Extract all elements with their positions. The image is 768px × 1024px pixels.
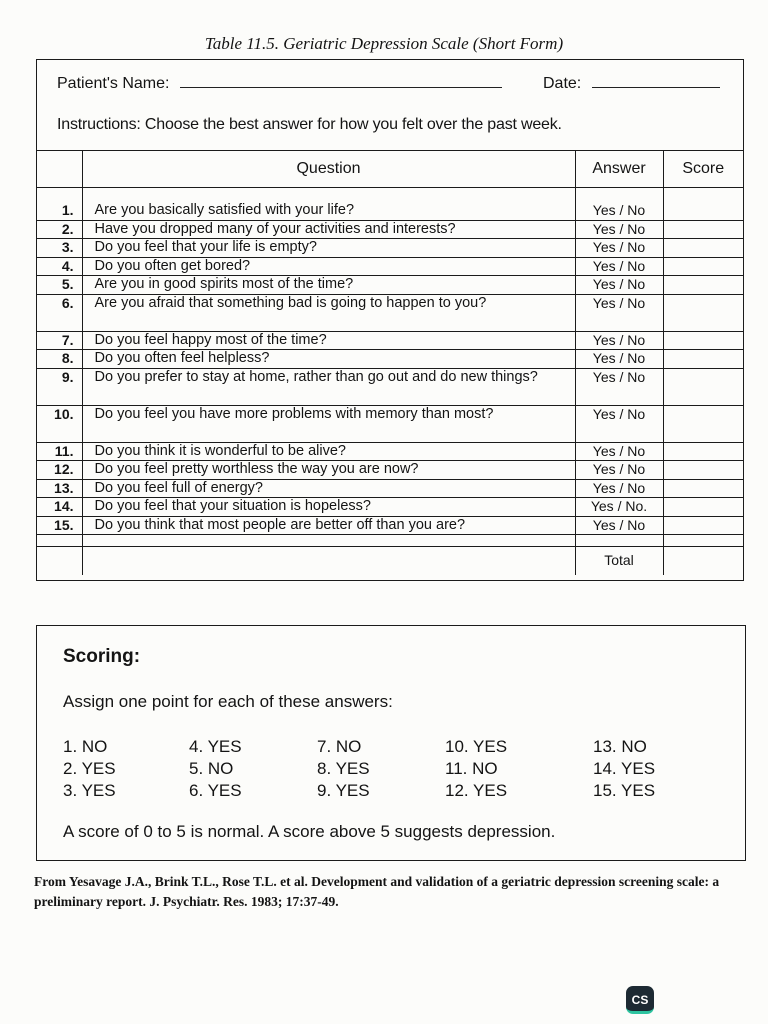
answer-choice[interactable]: Yes / No. bbox=[575, 498, 663, 517]
question-table bbox=[37, 151, 743, 575]
score-cell[interactable] bbox=[663, 516, 743, 535]
question-number: 4. bbox=[37, 257, 82, 276]
scoring-item: 9. YES bbox=[317, 781, 370, 800]
question-text: Do you feel that your life is empty? bbox=[82, 239, 575, 258]
answer-choice[interactable]: Yes / No bbox=[575, 405, 663, 442]
question-text: Are you basically satisfied with your life? bbox=[82, 188, 575, 221]
question-number: 12. bbox=[37, 461, 82, 480]
number-header bbox=[37, 151, 82, 188]
score-cell[interactable] bbox=[663, 405, 743, 442]
question-number: 5. bbox=[37, 276, 82, 295]
answer-choice[interactable]: Yes / No bbox=[575, 239, 663, 258]
score-cell[interactable] bbox=[663, 350, 743, 369]
score-cell[interactable] bbox=[663, 368, 743, 405]
scoring-item: 13. NO bbox=[593, 737, 647, 756]
score-cell[interactable] bbox=[663, 461, 743, 480]
question-text: Do you prefer to stay at home, rather than go out and do new things? bbox=[82, 368, 575, 405]
question-row bbox=[37, 516, 743, 535]
question-text: Are you afraid that something bad is going to happen to you? bbox=[82, 294, 575, 331]
question-text: Do you feel happy most of the time? bbox=[82, 331, 575, 350]
score-cell[interactable] bbox=[663, 294, 743, 331]
question-number: 10. bbox=[37, 405, 82, 442]
question-row bbox=[37, 368, 743, 405]
question-row bbox=[37, 220, 743, 239]
question-text: Do you feel full of energy? bbox=[82, 479, 575, 498]
score-cell[interactable] bbox=[663, 331, 743, 350]
date-row bbox=[543, 75, 720, 93]
question-number: 8. bbox=[37, 350, 82, 369]
scoring-item: 6. YES bbox=[189, 781, 242, 800]
source-citation: From Yesavage J.A., Brink T.L., Rose T.L. et al. Development and validation of a geriatric depression screening scale: a preliminary report. J. Psychiatr. Res. 1983; 17:37-49. bbox=[34, 874, 720, 909]
scoring-column-2 bbox=[189, 736, 242, 802]
question-row bbox=[37, 350, 743, 369]
answer-choice[interactable]: Yes / No bbox=[575, 350, 663, 369]
question-row bbox=[37, 188, 743, 221]
question-text: Do you think it is wonderful to be alive? bbox=[82, 442, 575, 461]
question-number: 9. bbox=[37, 368, 82, 405]
spacer-cell bbox=[37, 535, 82, 547]
question-row bbox=[37, 257, 743, 276]
scoring-item: 12. YES bbox=[445, 781, 508, 800]
form-header bbox=[37, 60, 743, 151]
answer-choice[interactable]: Yes / No bbox=[575, 461, 663, 480]
score-cell[interactable] bbox=[663, 257, 743, 276]
question-row bbox=[37, 498, 743, 517]
table-title: Table 11.5. Geriatric Depression Scale (Short Form) bbox=[204, 34, 564, 53]
question-row bbox=[37, 239, 743, 258]
score-header: Score bbox=[663, 151, 743, 188]
scoring-item: 4. YES bbox=[189, 737, 242, 756]
scoring-column-5 bbox=[593, 736, 655, 802]
question-text: Do you feel pretty worthless the way you are now? bbox=[82, 461, 575, 480]
question-text: Do you feel you have more problems with memory than most? bbox=[82, 405, 575, 442]
answer-choice[interactable]: Yes / No bbox=[575, 276, 663, 295]
instructions: Instructions: Choose the best answer for how you felt over the past week. bbox=[57, 116, 562, 133]
scoring-item: 15. YES bbox=[593, 781, 656, 800]
question-row bbox=[37, 331, 743, 350]
patient-name-label: Patient's Name: bbox=[57, 75, 170, 92]
score-cell[interactable] bbox=[663, 498, 743, 517]
spacer-cell bbox=[82, 535, 575, 547]
scoring-instruction: Assign one point for each of these answers: bbox=[63, 692, 393, 711]
question-number: 13. bbox=[37, 479, 82, 498]
score-cell[interactable] bbox=[663, 239, 743, 258]
scoring-item: 2. YES bbox=[63, 759, 116, 778]
question-row bbox=[37, 479, 743, 498]
question-number: 3. bbox=[37, 239, 82, 258]
question-number: 11. bbox=[37, 442, 82, 461]
answer-choice[interactable]: Yes / No bbox=[575, 294, 663, 331]
scoring-column-3 bbox=[317, 736, 370, 802]
question-text: Are you in good spirits most of the time? bbox=[82, 276, 575, 295]
scoring-item: 3. YES bbox=[63, 781, 116, 800]
answer-choice[interactable]: Yes / No bbox=[575, 331, 663, 350]
question-row bbox=[37, 461, 743, 480]
question-row bbox=[37, 294, 743, 331]
answer-choice[interactable]: Yes / No bbox=[575, 188, 663, 221]
answer-choice[interactable]: Yes / No bbox=[575, 516, 663, 535]
total-row bbox=[37, 547, 743, 576]
score-cell[interactable] bbox=[663, 276, 743, 295]
scoring-column-1 bbox=[63, 736, 116, 802]
total-label: Total bbox=[575, 547, 663, 576]
scoring-item: 7. NO bbox=[317, 737, 362, 756]
gds-form bbox=[36, 59, 744, 581]
scoring-item: 11. NO bbox=[445, 759, 498, 778]
question-row bbox=[37, 405, 743, 442]
patient-name-field[interactable] bbox=[180, 87, 502, 88]
answer-choice[interactable]: Yes / No bbox=[575, 257, 663, 276]
answer-header: Answer bbox=[575, 151, 663, 188]
score-cell[interactable] bbox=[663, 442, 743, 461]
spacer-cell bbox=[663, 535, 743, 547]
scoring-item: 8. YES bbox=[317, 759, 370, 778]
question-number: 7. bbox=[37, 331, 82, 350]
question-text: Do you often get bored? bbox=[82, 257, 575, 276]
question-row bbox=[37, 442, 743, 461]
scoring-item: 14. YES bbox=[593, 759, 656, 778]
date-label: Date: bbox=[543, 75, 582, 92]
total-score-cell[interactable] bbox=[663, 547, 743, 576]
table-header-row bbox=[37, 151, 743, 188]
scoring-item: 1. NO bbox=[63, 737, 108, 756]
question-text: Do you often feel helpless? bbox=[82, 350, 575, 369]
answer-choice[interactable]: Yes / No bbox=[575, 479, 663, 498]
question-number: 1. bbox=[37, 188, 82, 221]
question-header: Question bbox=[82, 151, 575, 188]
score-cell[interactable] bbox=[663, 188, 743, 221]
answer-choice[interactable]: Yes / No bbox=[575, 220, 663, 239]
question-row bbox=[37, 276, 743, 295]
scoring-box bbox=[36, 625, 746, 861]
score-cell[interactable] bbox=[663, 220, 743, 239]
date-field[interactable] bbox=[592, 87, 720, 88]
scoring-column-4 bbox=[445, 736, 507, 802]
camscanner-logo: CS bbox=[626, 986, 654, 1014]
scoring-title: Scoring: bbox=[63, 646, 141, 667]
score-cell[interactable] bbox=[663, 479, 743, 498]
total-blank bbox=[37, 547, 82, 576]
question-text: Do you feel that your situation is hopeless? bbox=[82, 498, 575, 517]
question-text: Have you dropped many of your activities and interests? bbox=[82, 220, 575, 239]
question-rows bbox=[37, 188, 743, 576]
scoring-item: 10. YES bbox=[445, 737, 508, 756]
answer-choice[interactable]: Yes / No bbox=[575, 368, 663, 405]
question-text: Do you think that most people are better off than you are? bbox=[82, 516, 575, 535]
spacer-row bbox=[37, 535, 743, 547]
patient-name-row bbox=[57, 75, 502, 93]
question-number: 15. bbox=[37, 516, 82, 535]
question-number: 2. bbox=[37, 220, 82, 239]
scoring-item: 5. NO bbox=[189, 759, 234, 778]
total-blank bbox=[82, 547, 575, 576]
spacer-cell bbox=[575, 535, 663, 547]
question-number: 14. bbox=[37, 498, 82, 517]
answer-choice[interactable]: Yes / No bbox=[575, 442, 663, 461]
scoring-interpretation: A score of 0 to 5 is normal. A score above 5 suggests depression. bbox=[63, 822, 556, 841]
question-number: 6. bbox=[37, 294, 82, 331]
